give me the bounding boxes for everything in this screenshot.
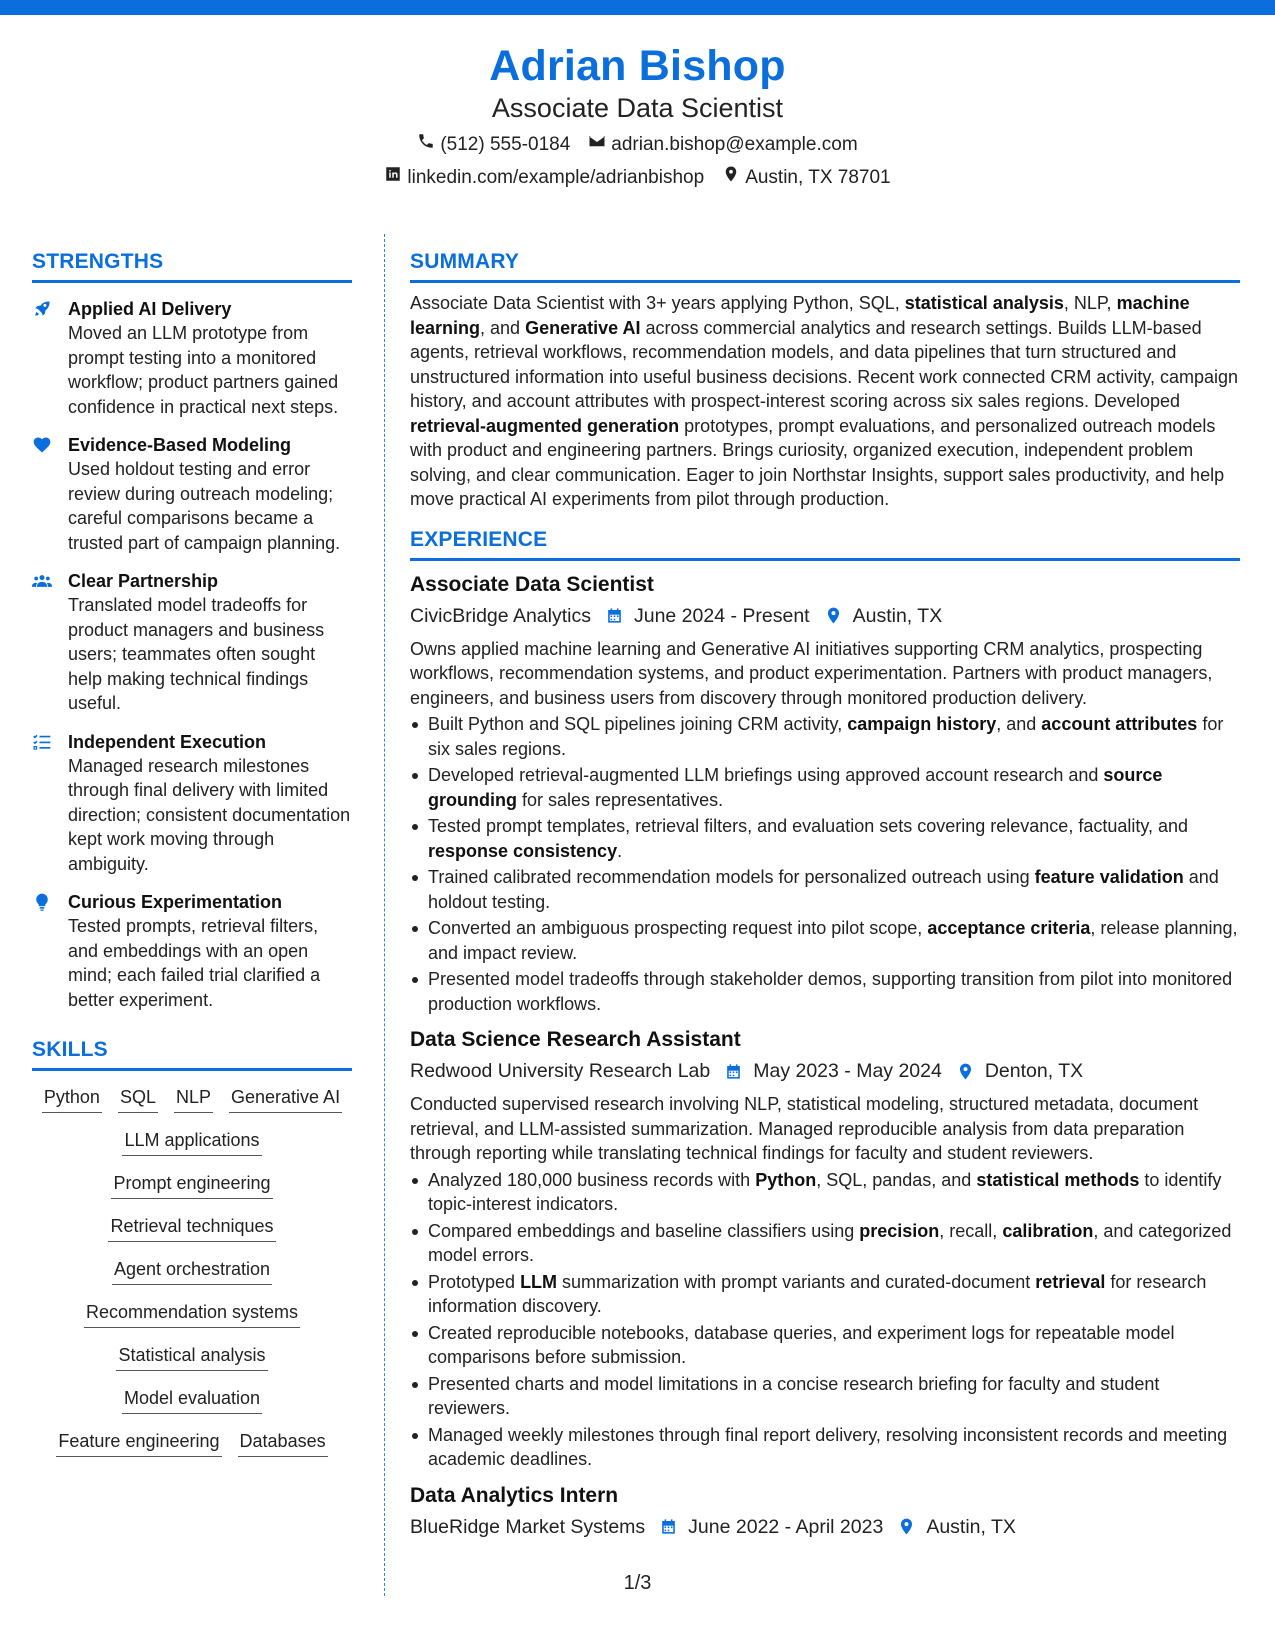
skill-tag: Databases	[238, 1429, 328, 1457]
linkedin-text: linkedin.com/example/adrianbishop	[407, 166, 705, 188]
strength-item	[32, 569, 352, 716]
text-run: , and categorized model errors.	[428, 1220, 1232, 1265]
text-run: Converted an ambiguous prospecting request into pilot scope,	[428, 918, 928, 938]
text-run: , and	[480, 317, 526, 338]
skills-row	[32, 1429, 352, 1457]
job-dates: June 2024 - Present	[633, 604, 810, 627]
strength-item	[32, 433, 352, 555]
bold-keyword: Python	[755, 1169, 817, 1190]
location-contact	[722, 165, 890, 190]
job-title: Data Analytics Intern	[410, 1483, 619, 1507]
job-location: Denton, TX	[984, 1060, 1084, 1082]
text-run: and holdout testing.	[428, 867, 1219, 912]
job-dates: May 2023 - May 2024	[753, 1060, 942, 1082]
job-bullets	[410, 1168, 1240, 1472]
job-meta	[410, 601, 1240, 631]
bullet-item	[410, 712, 1240, 761]
text-run: , release planning, and impact review.	[428, 918, 1238, 963]
skill-tag: SQL	[118, 1085, 158, 1113]
bullet-item	[410, 967, 1240, 1016]
bold-keyword: feature validation	[1034, 867, 1184, 887]
strength-desc: Translated model tradeoffs for product managers and business users; teammates often sought help making technical findings useful.	[68, 595, 325, 713]
experience-list	[410, 571, 1240, 1542]
experience-heading: EXPERIENCE	[410, 526, 1240, 561]
strengths-heading: STRENGTHS	[32, 248, 352, 283]
candidate-role: Associate Data Scientist	[491, 93, 784, 123]
summary-text	[410, 291, 1240, 512]
skill-tag: Agent orchestration	[112, 1257, 272, 1285]
bold-keyword: account attributes	[1041, 714, 1198, 734]
strength-desc: Used holdout testing and error review during outreach modeling; careful comparisons became a trusted part of campaign planning.	[68, 459, 341, 553]
email-text: adrian.bishop@example.com	[611, 133, 858, 155]
bold-keyword: response consistency	[428, 840, 618, 861]
text-run: Presented model tradeoffs through stakeholder demos, supporting transition from pilot into monitored production workflows.	[428, 969, 1233, 1014]
text-run: prototypes, prompt evaluations, and personalized outreach models with product and engineering partners. Brings curiosity, organized execution, independent problem solving, and clear communication. Eager to join Northstar Insights, support sales productivity, and help move practical AI experiments from pilot through production.	[410, 415, 1225, 509]
text-run: , recall,	[939, 1220, 1003, 1241]
bullet-item	[410, 1423, 1240, 1472]
skill-tag: Model evaluation	[122, 1386, 262, 1414]
text-run: for sales representatives.	[516, 789, 724, 810]
phone-icon	[417, 132, 435, 157]
contact-row-2	[0, 165, 1275, 190]
bullet-item	[410, 916, 1240, 965]
strength-item	[32, 730, 352, 877]
skill-tag: Retrieval techniques	[108, 1214, 275, 1242]
text-run: across commercial analytics and research settings. Builds LLM-based agents, retrieval workflows, recommendation models, and data pipelines that turn structured and unstructured information into useful business decisions. Recent work connected CRM activity, campaign history, and account attributes with prospect-interest scoring across six sales regions. Developed	[410, 317, 1239, 411]
location-text: Austin, TX 78701	[745, 166, 891, 188]
right-column	[410, 248, 1240, 1542]
job-meta	[410, 1512, 1240, 1542]
map-pin-icon	[883, 1517, 926, 1536]
strength-title: Clear Partnership	[68, 571, 219, 591]
text-run: for research information discovery.	[428, 1271, 1207, 1316]
skills-row	[32, 1257, 352, 1285]
resume-header	[0, 40, 1275, 190]
candidate-name: Adrian Bishop	[489, 42, 786, 90]
bold-keyword: source grounding	[428, 765, 1163, 810]
strength-desc: Tested prompts, retrieval filters, and embeddings with an open mind; each failed trial clarified a better experiment.	[68, 916, 321, 1010]
top-accent-bar	[0, 0, 1275, 15]
strength-desc: Managed research milestones through final delivery with limited direction; consistent documentation kept work moving through ambiguity.	[68, 755, 351, 874]
text-run: Compared embeddings and baseline classifiers using	[428, 1220, 860, 1241]
envelope-icon	[588, 132, 606, 157]
job-dates: June 2022 - April 2023	[688, 1515, 884, 1538]
skill-tag: Python	[42, 1085, 102, 1113]
strength-item	[32, 890, 352, 1012]
job-location: Austin, TX	[926, 1515, 1016, 1538]
bullet-item	[410, 865, 1240, 914]
rocket-icon	[32, 297, 68, 419]
skill-tag: Feature engineering	[56, 1429, 221, 1457]
text-run: Tested prompt templates, retrieval filters, and evaluation sets covering relevance, factuality, and	[428, 816, 1189, 836]
skills-row	[32, 1386, 352, 1414]
job-entry	[410, 571, 1240, 1017]
contact-row-1	[0, 132, 1275, 157]
text-run: to identify topic-interest indicators.	[428, 1169, 1222, 1214]
skills-row	[32, 1171, 352, 1199]
strength-item	[32, 297, 352, 419]
text-run: Managed weekly milestones through final report delivery, resolving inconsistent records and meeting academic deadlines.	[428, 1424, 1228, 1469]
users-icon	[32, 569, 68, 716]
skill-tag: LLM applications	[122, 1128, 261, 1156]
text-run: Presented charts and model limitations in a concise research briefing for faculty and student reviewers.	[428, 1373, 1160, 1418]
job-entry	[410, 1482, 1240, 1542]
skills-row	[32, 1085, 352, 1113]
job-bullets	[410, 712, 1240, 1016]
bold-keyword: acceptance criteria	[927, 918, 1091, 938]
bullet-item	[410, 1372, 1240, 1421]
bullet-item	[410, 1219, 1240, 1268]
summary-heading: SUMMARY	[410, 248, 1240, 283]
bold-keyword: retrieval-augmented generation	[410, 415, 680, 436]
linkedin-icon	[384, 165, 402, 190]
calendar-icon	[645, 1517, 688, 1536]
skills-heading: SKILLS	[32, 1036, 352, 1071]
bullet-item	[410, 1168, 1240, 1217]
job-entry	[410, 1026, 1240, 1472]
map-pin-icon	[942, 1062, 985, 1081]
checklist-icon	[32, 730, 68, 877]
skill-tag: Statistical analysis	[116, 1343, 267, 1371]
skill-tag: Generative AI	[229, 1085, 342, 1113]
linkedin-contact[interactable]	[384, 165, 704, 190]
skill-tag: Prompt engineering	[111, 1171, 272, 1199]
bold-keyword: machine learning	[410, 293, 1190, 338]
bold-keyword: statistical analysis	[904, 293, 1064, 313]
lightbulb-icon	[32, 890, 68, 1012]
left-column	[32, 248, 352, 1472]
text-run: Analyzed 180,000 business records with	[428, 1169, 756, 1190]
bold-keyword: precision	[859, 1220, 940, 1241]
strength-title: Evidence-Based Modeling	[68, 435, 292, 455]
text-run: Created reproducible notebooks, database queries, and experiment logs for repeatable model comparisons before submission.	[428, 1322, 1175, 1367]
text-run: , and	[996, 714, 1042, 734]
bold-keyword: Generative AI	[525, 317, 641, 338]
bullet-item	[410, 814, 1240, 863]
bold-keyword: retrieval	[1035, 1271, 1106, 1292]
job-description: Owns applied machine learning and Generative AI initiatives supporting CRM analytics, prospecting workflows, recommendation systems, and product experimentation. Partners with product managers, engineers, and business users from discovery through monitored production delivery.	[410, 638, 1213, 708]
map-pin-icon	[722, 165, 740, 190]
bold-keyword: LLM	[520, 1271, 558, 1292]
calendar-icon	[591, 606, 634, 625]
job-title: Data Science Research Assistant	[410, 1028, 741, 1051]
text-run: , SQL, pandas, and	[816, 1169, 977, 1190]
column-divider	[384, 234, 385, 1596]
company-name: BlueRidge Market Systems	[410, 1515, 646, 1538]
strength-desc: Moved an LLM prototype from prompt testing into a monitored workflow; product partners gained confidence in practical next steps.	[68, 323, 339, 417]
bold-keyword: calibration	[1002, 1220, 1094, 1241]
strength-title: Independent Execution	[68, 731, 267, 752]
text-run: for six sales regions.	[428, 714, 1224, 759]
job-location: Austin, TX	[852, 604, 943, 627]
skill-tag: Recommendation systems	[84, 1300, 300, 1328]
text-run: summarization with prompt variants and curated-document	[557, 1271, 1036, 1292]
phone-contact	[417, 132, 570, 157]
skills-row	[32, 1300, 352, 1328]
job-description: Conducted supervised research involving NLP, statistical modeling, structured metadata, document retrieval, and LLM-assisted summarization. Managed reproducible analysis from data preparation through reporting while translating technical findings for faculty and student reviewers.	[410, 1094, 1199, 1163]
job-title: Associate Data Scientist	[410, 572, 654, 596]
text-run: Built Python and SQL pipelines joining CRM activity,	[428, 714, 848, 734]
page-number: 1/3	[623, 1572, 652, 1594]
bullet-item	[410, 1270, 1240, 1319]
text-run: Trained calibrated recommendation models for personalized outreach using	[428, 867, 1035, 887]
skills-list	[32, 1085, 352, 1457]
bullet-item	[410, 763, 1240, 812]
company-name: Redwood University Research Lab	[410, 1060, 711, 1082]
phone-text: (512) 555-0184	[440, 133, 571, 155]
skill-tag: NLP	[174, 1085, 213, 1113]
calendar-icon	[710, 1062, 753, 1081]
skills-row	[32, 1343, 352, 1371]
strength-title: Applied AI Delivery	[68, 299, 232, 319]
bold-keyword: statistical methods	[976, 1169, 1140, 1190]
skills-row	[32, 1128, 352, 1156]
text-run: Associate Data Scientist with 3+ years applying Python, SQL,	[410, 293, 905, 313]
map-pin-icon	[810, 606, 853, 625]
skills-row	[32, 1214, 352, 1242]
text-run: Prototyped	[428, 1271, 521, 1292]
text-run: Developed retrieval-augmented LLM briefings using approved account research and	[428, 765, 1104, 785]
company-name: CivicBridge Analytics	[410, 604, 591, 627]
heart-icon	[32, 433, 68, 555]
text-run: .	[617, 840, 623, 861]
text-run: , NLP,	[1063, 293, 1117, 313]
bold-keyword: campaign history	[847, 714, 997, 734]
email-contact[interactable]	[588, 132, 857, 157]
strength-title: Curious Experimentation	[68, 892, 283, 912]
job-meta	[410, 1056, 1240, 1086]
bullet-item	[410, 1321, 1240, 1370]
